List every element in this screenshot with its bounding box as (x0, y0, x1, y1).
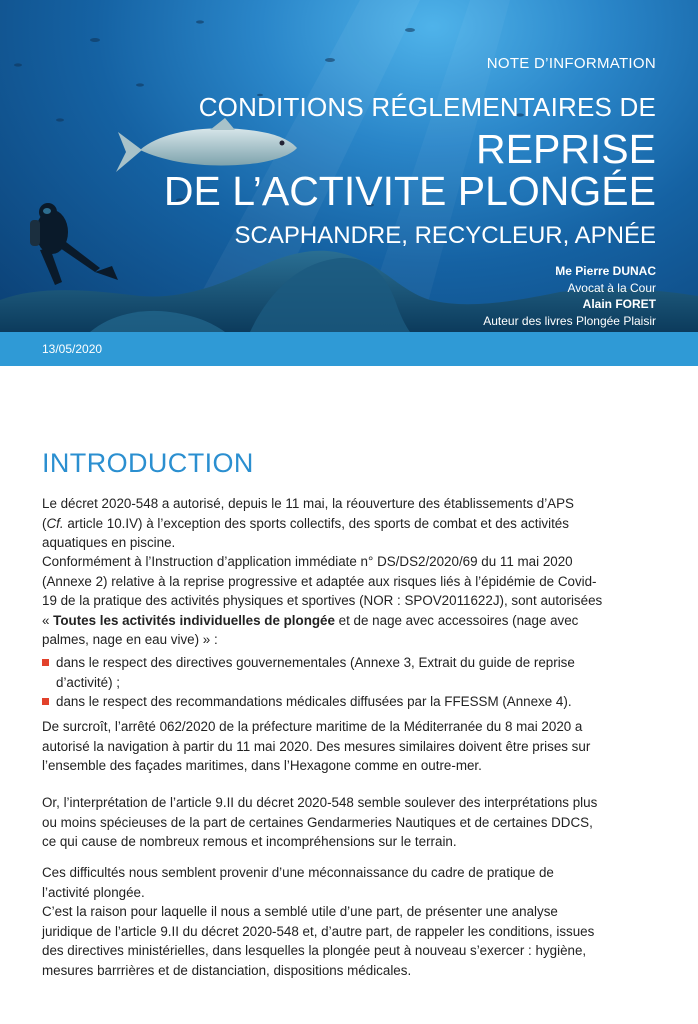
title-line-3: DE L’ACTIVITE PLONGÉE (163, 168, 656, 214)
bullet-list: dans le respect des directives gouvernementales (Annexe 3, Extrait du guide de reprise d’activité) ; dans le respect des recommandations médicales diffusées par la FFESSM (Annexe 4). (42, 653, 657, 712)
paragraph-4: Or, l’interprétation de l’article 9.II du décret 2020-548 semble soulever des interprétations plus ou moins spécieuses de la part de certaines Gendarmeries Nautiques et de certaines DDCS, ce qui cause de nombreux remous et incompréhensions sur le terrain. (42, 795, 598, 849)
section-title: INTRODUCTION (42, 448, 254, 478)
diver-illustration (30, 203, 118, 285)
subtitle: SCAPHANDRE, RECYCLEUR, APNÉE (234, 222, 656, 249)
fish-illustration (116, 118, 297, 172)
note-label: NOTE D’INFORMATION (486, 55, 656, 72)
author1-name: Me Pierre DUNAC (555, 264, 656, 278)
author2-name: Alain FORET (582, 297, 656, 311)
bullet-square-icon (42, 698, 49, 705)
paragraph-1: Le décret 2020-548 a autorisé, depuis le 11 mai, la réouverture des établissements d’APS (Cf. article 10.IV) à l’exception des sports collectifs, des sports de combat et des activités aquatiques en piscine. (42, 496, 574, 550)
paragraph-2: Conformément à l’Instruction d’application immédiate n° DS/DS2/2020/69 du 11 mai 2020 (Annexe 2) relative à la reprise progressive et adaptée aux risques liés à l’épidémie de Covid- 19 de la pratique des activités physiques et sportives (NOR : SPOV2011622J), sont autorisées « Toutes les activités individuelles de plongée et de nage avec accessoires (nage avec palmes, nage en eau vive) » : (42, 554, 603, 647)
author1-role: Avocat à la Cour (567, 280, 656, 295)
date-bar (0, 332, 698, 366)
author2-role: Auteur des livres Plongée Plaisir (483, 313, 656, 328)
authors-block (483, 263, 656, 329)
header-banner (0, 0, 698, 332)
paragraph-3: De surcroît, l’arrêté 062/2020 de la préfecture maritime de la Méditerranée du 8 mai 2020 a autorisé la navigation à partir du 11 mai 2020. Des mesures similaires doivent être prises sur l’ensemble des façades maritimes, dans l’Hexagone comme en outre-mer. (42, 719, 591, 773)
title-line-1: CONDITIONS RÉGLEMENTAIRES DE (198, 92, 656, 122)
title-line-2: REPRISE (476, 126, 656, 172)
list-item: dans le respect des directives gouvernementales (Annexe 3, Extrait du guide de reprise (42, 653, 657, 673)
paragraph-5: Ces difficultés nous semblent provenir d’une méconnaissance du cadre de pratique de l’activité plongée. C’est la raison pour laquelle il nous a semblé utile d’une part, de présenter une analyse juridique de l’article 9.II du décret 2020-548 et, d’autre part, de rappeler les conditions, issues des directives ministérielles, dans lesquelles la plongée peut à nouveau s’exercer : hygiène, mesures barrrières et de distanciation, dispositions médicales. (42, 865, 595, 978)
document-date: 13/05/2020 (42, 342, 103, 356)
bullet-square-icon (42, 659, 49, 666)
list-item: dans le respect des recommandations médicales diffusées par la FFESSM (Annexe 4). (42, 692, 657, 712)
